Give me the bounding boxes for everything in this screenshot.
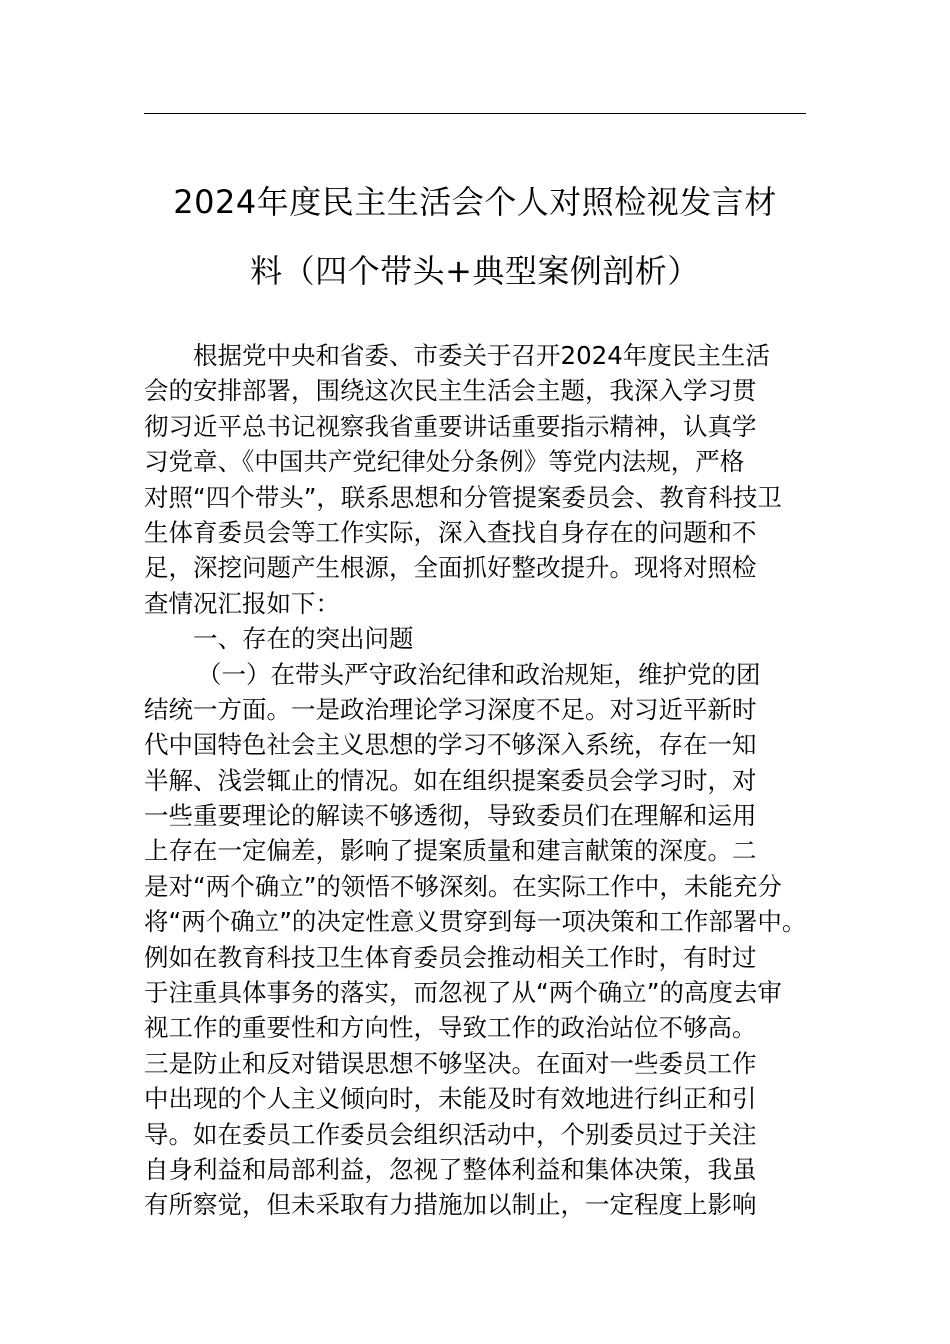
body-line: 对照“四个带头”，联系思想和分管提案委员会、教育科技卫 [144,482,782,512]
header-rule [144,113,806,114]
body-line: 导。如在委员工作委员会组织活动中，个别委员过于关注 [144,1119,757,1149]
body-line: 是对“两个确立”的领悟不够深刻。在实际工作中，未能充分 [144,871,782,901]
body-line: 根据党中央和省委、市委关于召开2024年度民主生活 [193,341,770,370]
body-line: 生体育委员会等工作实际，深入查找自身存在的问题和不 [144,517,757,547]
body-line: 会的安排部署，围绕这次民主生活会主题，我深入学习贯 [144,376,757,406]
body-line: 半解、浅尝辄止的情况。如在组织提案委员会学习时，对 [144,765,757,795]
body-line: 上存在一定偏差，影响了提案质量和建言献策的深度。二 [144,836,757,866]
body-line: 三是防止和反对错误思想不够坚决。在面对一些委员工作 [144,1048,757,1078]
body-line: 将“两个确立”的决定性意义贯穿到每一项决策和工作部署中。 [144,907,807,937]
body-line: 彻习近平总书记视察我省重要讲话重要指示精神，认真学 [144,411,757,441]
body-line: 自身利益和局部利益，忽视了整体利益和集体决策，我虽 [144,1154,757,1184]
body-line: 足，深挖问题产生根源，全面抓好整改提升。现将对照检 [144,553,757,583]
body-line: 结统一方面。一是政治理论学习深度不足。对习近平新时 [144,694,757,724]
document-title [144,168,806,306]
title-line: 2024年度民主生活会个人对照检视发言材 [173,183,777,221]
body-line: 查情况汇报如下： [144,588,340,618]
title-line: 料（四个带头+典型案例剖析） [250,252,700,290]
body-line: 一些重要理论的解读不够透彻，导致委员们在理解和运用 [144,801,757,831]
body-line: 视工作的重要性和方向性，导致工作的政治站位不够高。 [144,1013,757,1043]
body-line: 于注重具体事务的落实，而忽视了从“两个确立”的高度去审 [144,978,782,1008]
body-line: 中出现的个人主义倾向时，未能及时有效地进行纠正和引 [144,1084,757,1114]
body-line: 习党章、《中国共产党纪律处分条例》等党内法规，严格 [144,447,745,477]
body-line: 代中国特色社会主义思想的学习不够深入系统，存在一知 [144,730,757,760]
document-body [144,338,808,1223]
body-line: 有所察觉，但未采取有力措施加以制止，一定程度上影响 [144,1190,757,1220]
body-line: 例如在教育科技卫生体育委员会推动相关工作时，有时过 [144,942,757,972]
section-heading: 一、存在的突出问题 [193,624,414,654]
body-line: （一）在带头严守政治纪律和政治规矩，维护党的团 [197,659,761,689]
